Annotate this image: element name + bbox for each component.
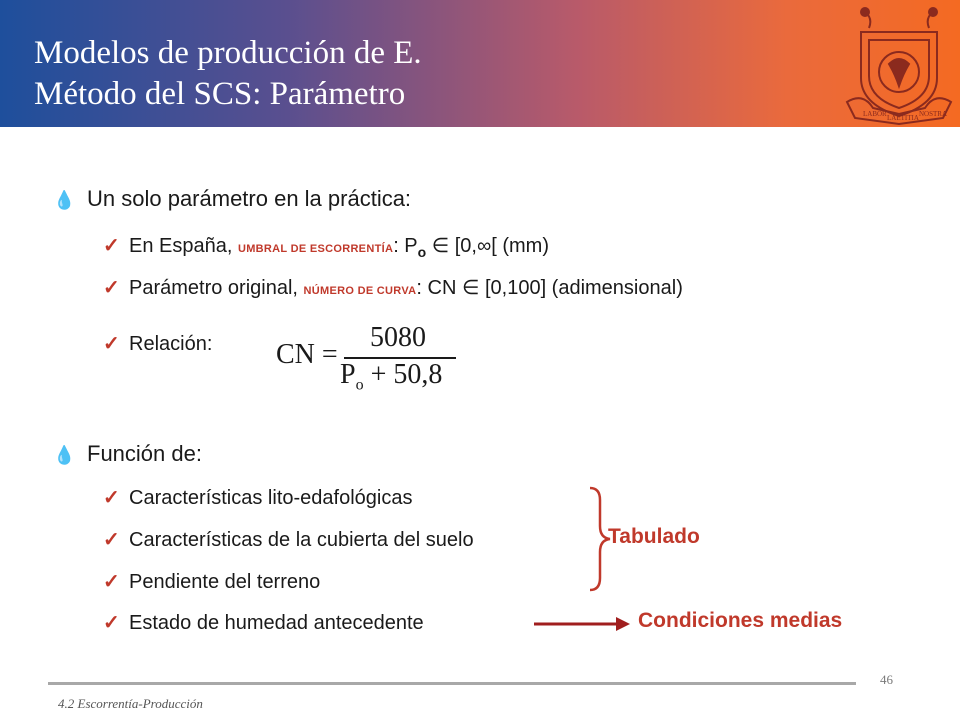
- checkmark-icon: ✓: [103, 529, 120, 551]
- checkmark-icon: ✓: [103, 277, 120, 299]
- drop-bullet-icon: 💧: [53, 445, 76, 465]
- title-line-2: Método del SCS: Parámetro: [34, 76, 406, 112]
- list-item: [103, 233, 549, 258]
- item-text: En España,: [129, 235, 238, 257]
- tabulado-label: Tabulado: [608, 525, 700, 548]
- item-text: Parámetro original,: [129, 277, 304, 299]
- crest-motto-right: NOSTRA: [919, 110, 948, 118]
- title-line-1: Modelos de producción de E.: [34, 35, 422, 71]
- item-text: Relación:: [129, 333, 213, 355]
- list-item: [103, 331, 212, 356]
- list-item: [103, 275, 683, 300]
- subscript: o: [417, 244, 427, 260]
- checkmark-icon: ✓: [103, 612, 120, 634]
- heading-text-1: Un solo parámetro en la práctica:: [87, 186, 412, 211]
- header-banner: [0, 0, 960, 127]
- item-text: : CN ∈ [0,100] (adimensional): [416, 277, 683, 299]
- condiciones-medias-label: Condiciones medias: [638, 609, 843, 632]
- formula-numerator: 5080: [370, 322, 426, 353]
- smallcaps-term: UMBRAL DE ESCORRENTÍA: [237, 243, 394, 255]
- crest-motto-mid: LAETITIA: [887, 114, 919, 122]
- crest-motto-left: LABOR: [863, 110, 887, 118]
- bullet-heading-1: [53, 186, 411, 212]
- footer-section: 4.2 Escorrentía-Producción: [58, 696, 203, 711]
- footer-divider: [48, 682, 856, 685]
- slide-title: [34, 33, 422, 115]
- list-item: [103, 485, 412, 510]
- item-text: Características de la cubierta del suelo: [129, 529, 474, 551]
- checkmark-icon: ✓: [103, 235, 120, 257]
- drop-bullet-icon: 💧: [53, 190, 76, 210]
- list-item: [103, 569, 320, 594]
- formula-lhs: CN =: [276, 339, 338, 370]
- page-number: 46: [880, 672, 893, 687]
- checkmark-icon: ✓: [103, 571, 120, 593]
- item-text: ∈ [0,∞[ (mm): [426, 235, 549, 257]
- list-item: [103, 527, 474, 552]
- checkmark-icon: ✓: [103, 333, 120, 355]
- bullet-heading-2: [53, 441, 202, 467]
- heading-text-2: Función de:: [87, 441, 202, 466]
- checkmark-icon: ✓: [103, 487, 120, 509]
- item-text: Pendiente del terreno: [129, 571, 321, 593]
- right-arrow-icon: [532, 614, 632, 634]
- item-text: Características lito-edafológicas: [129, 487, 413, 509]
- university-crest-logo: [843, 4, 955, 126]
- smallcaps-term: NÚMERO DE CURVA: [303, 285, 417, 297]
- formula-denominator: $P_o + 50,8$: [340, 359, 443, 394]
- item-text: : P: [393, 235, 418, 257]
- list-item: [103, 610, 424, 635]
- item-text: Estado de humedad antecedente: [129, 612, 424, 634]
